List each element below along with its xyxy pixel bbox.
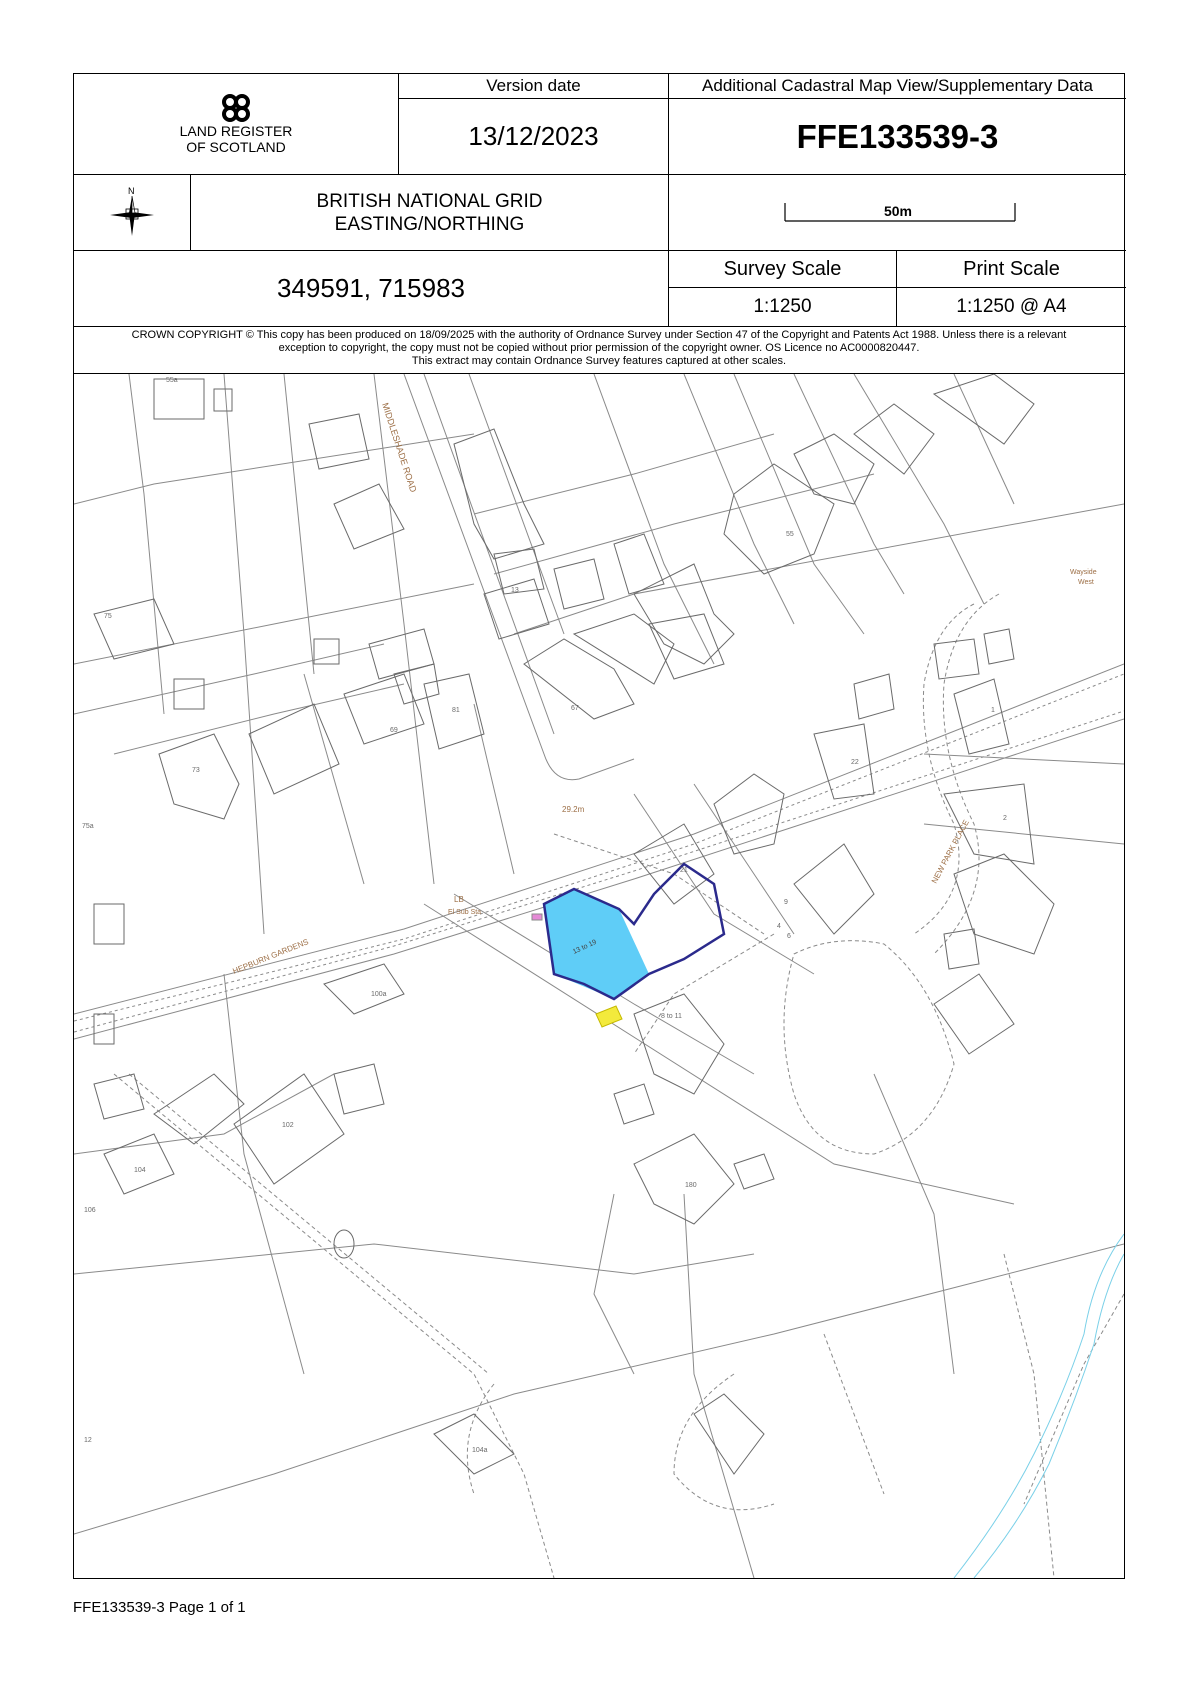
house-number-label: 81 (452, 707, 460, 714)
label-subject-property: 13 to 19 (571, 938, 598, 956)
label-wayside: Wayside (1070, 569, 1097, 576)
house-number-label: 180 (685, 1182, 697, 1189)
house-number-label: 69 (390, 727, 398, 734)
print-scale-label: Print Scale (896, 251, 1126, 288)
north-arrow-cell (74, 175, 190, 251)
version-date-label: Version date (398, 74, 668, 99)
house-number-label: 13 (511, 587, 519, 594)
house-number-label: 21 (680, 867, 688, 874)
house-number-label: 104a (472, 1447, 488, 1454)
coordinates: 349591, 715983 (74, 251, 668, 327)
version-date-value: 13/12/2023 (398, 99, 668, 175)
map-sheet (73, 73, 1125, 1579)
house-number-label: 102 (282, 1122, 294, 1129)
organisation-line-2: OF SCOTLAND (186, 139, 286, 155)
grid-reference-system (190, 175, 668, 251)
organisation-line-1: LAND REGISTER (179, 123, 293, 139)
house-number-label: 100a (371, 991, 387, 998)
grid-line-1: BRITISH NATIONAL GRID (316, 190, 543, 212)
house-number-label: 73 (192, 767, 200, 774)
label-new-park-place: NEW PARK PLACE (929, 818, 971, 885)
label-spot-height: 29.2m (562, 805, 585, 814)
copyright-line-3: This extract may contain Ordnance Survey features captured at other scales. (411, 355, 787, 367)
scale-bar-cell (668, 175, 1126, 251)
house-number-label: 106 (84, 1207, 96, 1214)
survey-scale-value: 1:1250 (668, 288, 896, 327)
house-number-label: 75 (104, 613, 112, 620)
label-el-sub-sta: El Sub Sta (448, 909, 482, 916)
north-letter: N (128, 185, 135, 196)
footpaths (114, 594, 1124, 1578)
house-number-label: 67 (571, 705, 579, 712)
cadastral-map[interactable] (74, 374, 1124, 1578)
house-number-label: 104 (134, 1167, 146, 1174)
page-footer: FFE133539-3 Page 1 of 1 (73, 1599, 246, 1616)
house-number-label: 2 (1003, 815, 1007, 822)
grid-line-2: EASTING/NORTHING (334, 213, 525, 235)
water-course (954, 1234, 1124, 1578)
label-west: West (1078, 579, 1094, 586)
survey-scale-label: Survey Scale (668, 251, 896, 288)
organisation-name (180, 123, 293, 155)
house-number-label: 55a (166, 377, 178, 384)
house-number-label: 22 (851, 759, 859, 766)
scale-bar-label: 50m (883, 203, 913, 219)
house-number-label: 8 to 11 (661, 1013, 682, 1020)
copyright-notice (74, 327, 1124, 374)
label-middleshade-road: MIDDLESHADE ROAD (380, 401, 419, 494)
label-hepburn-gardens: HEPBURN GARDENS (231, 937, 310, 976)
road-middleshade (404, 374, 634, 780)
house-number-label: 9 (784, 899, 788, 906)
label-lb: LB (454, 895, 464, 904)
copyright-line-2: exception to copyright, the copy must not be copied without prior permission of the copyright owner. OS Licence no AC0000820447. (278, 342, 920, 354)
land-register-knot-logo (219, 93, 253, 123)
house-number-label: 12 (84, 1437, 92, 1444)
house-number-label: 4 (777, 923, 781, 930)
print-scale-value: 1:1250 @ A4 (896, 288, 1126, 327)
map-view-label: Additional Cadastral Map View/Supplementary Data (668, 74, 1126, 99)
house-number-label: 1 (991, 707, 995, 714)
logo-cell (74, 74, 398, 175)
copyright-line-1: CROWN COPYRIGHT © This copy has been produced on 18/09/2025 with the authority of Ordnance Survey under Section 47 of the Copyright and Patents Act 1988. Unless there is a relevant (131, 329, 1067, 341)
north-arrow-compass-icon (105, 184, 159, 242)
title-reference: FFE133539-3 (668, 99, 1126, 175)
house-number-label: 55 (786, 531, 794, 538)
house-number-label: 75a (82, 823, 94, 830)
house-number-label: 6 (787, 933, 791, 940)
